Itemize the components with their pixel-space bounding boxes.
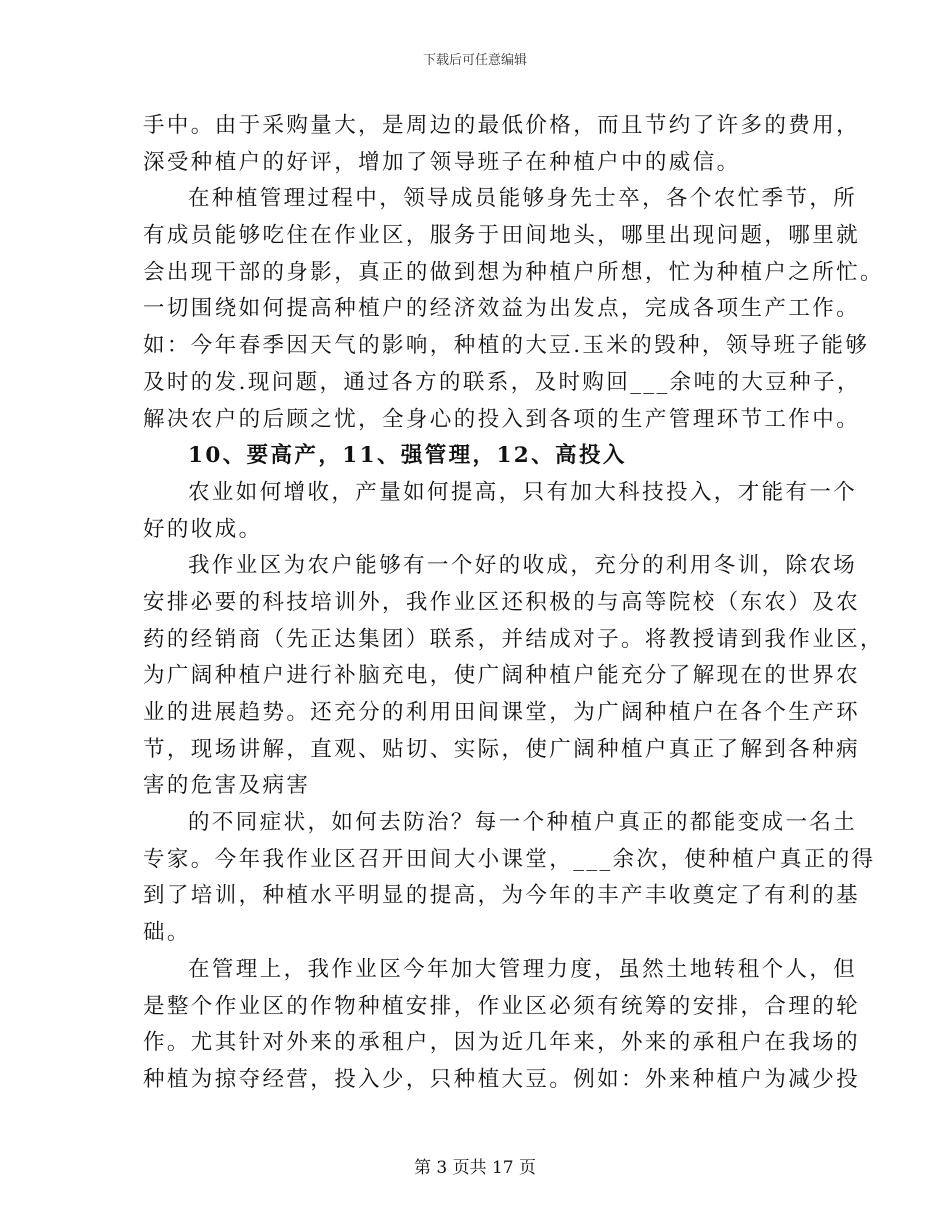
paragraph-line: 种植为掠夺经营，投入少，只种植大豆。例如：外来种植户为减少投	[143, 1066, 861, 1092]
paragraph-line: 安排必要的科技培训外，我作业区还积极的与高等院校（东农）及农	[143, 589, 861, 615]
paragraph-line: 药的经销商（先正达集团）联系，并结成对子。将教授请到我作业区，	[143, 626, 884, 652]
paragraph-line: 的不同症状，如何去防治？每一个种植户真正的都能变成一名土	[188, 810, 858, 836]
paragraph-line: 节，现场讲解，直观、贴切、实际，使广阔种植户真正了解到各种病	[143, 736, 861, 762]
paragraph-line: 农业如何增收，产量如何提高，只有加大科技投入，才能有一个	[188, 479, 858, 505]
page-header: 下载后可任意编辑	[422, 53, 527, 68]
paragraph-line: 我作业区为农户能够有一个好的收成，充分的利用冬训，除农场	[188, 553, 858, 579]
document-body	[143, 108, 884, 1099]
paragraph-line: 在种植管理过程中，领导成员能够身先士卒，各个农忙季节，所	[188, 186, 858, 212]
paragraph-line: 如：今年春季因天气的影响，种植的大豆.玉米的毁种，领导班子能够	[143, 333, 870, 359]
paragraph-line: 有成员能够吃住在作业区，服务于田间地头，哪里出现问题，哪里就	[143, 223, 861, 249]
paragraph-line: 一切围绕如何提高种植户的经济效益为出发点，完成各项生产工作。	[143, 296, 861, 322]
paragraph-line: 专家。今年我作业区召开田间大小课堂，___余次，使种植户真正的得	[143, 846, 876, 872]
paragraph-line: 会出现干部的身影，真正的做到想为种植户所想，忙为种植户之所忙。	[143, 259, 884, 285]
paragraph-line: 解决农户的后顾之忧，全身心的投入到各项的生产管理环节工作中。	[143, 406, 861, 432]
paragraph-line: 础。	[143, 920, 191, 946]
paragraph-line: 深受种植户的好评，增加了领导班子在种植户中的威信。	[143, 149, 741, 175]
paragraph-line: 在管理上，我作业区今年加大管理力度，虽然土地转租个人，但	[188, 956, 858, 982]
page-number: 第 3 页共 17 页	[413, 1158, 537, 1178]
paragraph-line: 害的危害及病害	[143, 773, 311, 799]
paragraph-line: 作。尤其针对外来的承租户，因为近几年来，外来的承租户在我场的	[143, 1030, 861, 1056]
paragraph-line: 手中。由于采购量大，是周边的最低价格，而且节约了许多的费用，	[143, 113, 861, 138]
paragraph-line: 是整个作业区的作物种植安排，作业区必须有统筹的安排，合理的轮	[143, 993, 861, 1019]
paragraph-line: 为广阔种植户进行补脑充电，使广阔种植户能充分了解现在的世界农	[143, 663, 861, 689]
section-heading: 10、要高产，11、强管理，12、高投入	[188, 443, 627, 469]
paragraph-line: 业的进展趋势。还充分的利用田间课堂，为广阔种植户在各个生产环	[143, 700, 861, 725]
paragraph-line: 到了培训，种植水平明显的提高，为今年的丰产丰收奠定了有利的基	[143, 883, 861, 909]
paragraph-line: 好的收成。	[143, 516, 263, 542]
paragraph-line: 及时的发.现问题，通过各方的联系，及时购回___余吨的大豆种子，	[143, 369, 861, 395]
